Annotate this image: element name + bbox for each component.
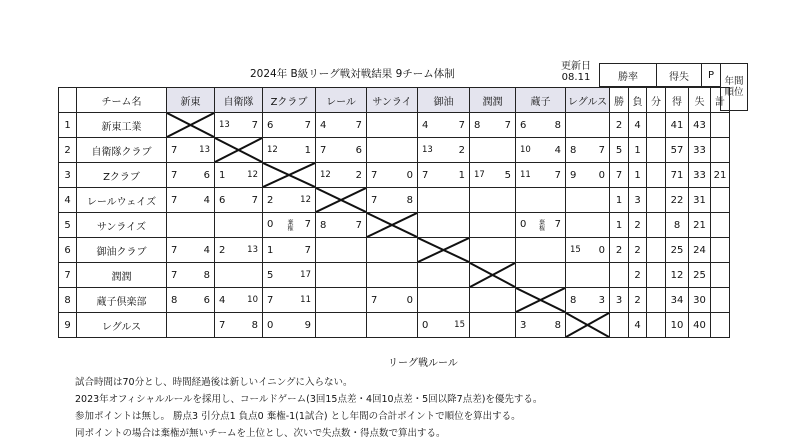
score-against: 8 <box>554 119 561 131</box>
stat-p <box>711 238 730 263</box>
result-cell <box>470 163 516 188</box>
score-for: 12 <box>267 144 278 155</box>
result-cell <box>263 138 316 163</box>
score-against: 8 <box>554 319 561 331</box>
score-for: 0 <box>422 319 429 331</box>
stat-w: 1 <box>610 188 629 213</box>
stat-a: 21 <box>689 213 711 238</box>
table-row <box>59 238 730 263</box>
result-cell <box>566 313 610 338</box>
header-p-total: 計 <box>711 88 730 113</box>
score-against: 1 <box>458 169 465 181</box>
stat-f: 34 <box>666 288 689 313</box>
result-cell <box>566 113 610 138</box>
stat-p <box>711 313 730 338</box>
score-against: 10 <box>247 294 258 305</box>
result-cell <box>418 163 470 188</box>
stat-l: 2 <box>629 213 647 238</box>
score-against: 0 <box>406 169 413 181</box>
rule-line: 試合時間は70分とし、時間経過後は新しいイニングに入らない。 <box>75 377 353 388</box>
result-cell <box>418 138 470 163</box>
result-cell <box>516 188 566 213</box>
result-cell <box>215 113 263 138</box>
result-cell <box>263 188 316 213</box>
stat-f: 57 <box>666 138 689 163</box>
result-cell <box>367 313 418 338</box>
result-cell <box>167 288 215 313</box>
table-row <box>59 138 730 163</box>
result-cell <box>516 238 566 263</box>
result-cell <box>566 238 610 263</box>
stat-f: 10 <box>666 313 689 338</box>
result-cell <box>367 288 418 313</box>
result-cell <box>316 288 367 313</box>
team-name: レグルス <box>77 313 167 338</box>
score-for: 8 <box>570 294 577 306</box>
result-cell <box>367 263 418 288</box>
table-row <box>59 188 730 213</box>
stat-f: 22 <box>666 188 689 213</box>
stat-a: 33 <box>689 138 711 163</box>
points-header: P <box>701 63 721 87</box>
result-cell <box>418 313 470 338</box>
header-opponent: レール <box>316 88 367 113</box>
rule-line: 参加ポイントは無し。 勝点3 引分点1 負点0 棄権-1(1試合) とし年間の合計ポイントで順位を算出する。 <box>75 411 521 422</box>
score-against: 4 <box>203 194 210 206</box>
score-for: 7 <box>320 144 327 156</box>
score-for: 5 <box>267 269 274 281</box>
table-row <box>59 163 730 188</box>
score-for: 4 <box>219 294 226 306</box>
result-cell <box>566 163 610 188</box>
team-name: レールウェイズ <box>77 188 167 213</box>
score-against: 8 <box>251 319 258 331</box>
score-for: 6 <box>520 119 527 131</box>
result-cell <box>516 288 566 313</box>
score-against: 7 <box>504 119 511 131</box>
annual-rank-header: 年間順位 <box>720 63 748 111</box>
result-cell <box>516 263 566 288</box>
result-cell <box>470 188 516 213</box>
result-cell <box>470 138 516 163</box>
row-number: 6 <box>59 238 77 263</box>
score-for: 6 <box>267 119 274 131</box>
stat-w: 3 <box>610 288 629 313</box>
stat-p: 21 <box>711 163 730 188</box>
score-against: 8 <box>406 194 413 206</box>
score-for: 3 <box>520 319 527 331</box>
score-for: 1 <box>267 244 274 256</box>
score-for: 7 <box>371 194 378 206</box>
score-against: 4 <box>203 244 210 256</box>
score-for: 7 <box>422 169 429 181</box>
score-for: 0 <box>520 219 527 230</box>
result-cell <box>316 138 367 163</box>
page-title: 2024年 B級リーグ戦対戦結果 9チーム体制 <box>250 68 455 80</box>
forfeit-mark: 棄権 <box>537 219 545 231</box>
score-for: 4 <box>320 119 327 131</box>
stat-l: 2 <box>629 263 647 288</box>
result-cell <box>316 188 367 213</box>
result-cell <box>566 213 610 238</box>
table-row <box>59 213 730 238</box>
stat-w: 1 <box>610 213 629 238</box>
win-rate-header: 勝率 <box>599 63 657 87</box>
score-for: 10 <box>520 144 531 155</box>
result-cell <box>215 288 263 313</box>
team-name: 新東工業 <box>77 113 167 138</box>
stat-p <box>711 113 730 138</box>
stat-d <box>647 213 666 238</box>
result-cell <box>470 288 516 313</box>
stat-p <box>711 188 730 213</box>
score-against: 2 <box>458 144 465 156</box>
score-for: 13 <box>219 119 230 130</box>
score-against: 1 <box>304 144 311 156</box>
score-for: 0 <box>267 219 274 230</box>
cross-mark <box>516 288 565 312</box>
score-against: 13 <box>247 244 258 255</box>
header-no <box>59 88 77 113</box>
header-winrate-col: 勝 <box>610 88 629 113</box>
cross-mark <box>470 263 515 287</box>
score-for: 12 <box>320 169 331 180</box>
score-against: 17 <box>300 269 311 280</box>
result-cell <box>566 288 610 313</box>
score-against: 7 <box>304 119 311 131</box>
result-cell <box>367 213 418 238</box>
score-for: 7 <box>219 319 226 331</box>
result-cell <box>516 113 566 138</box>
stat-p <box>711 263 730 288</box>
score-against: 8 <box>203 269 210 281</box>
score-against: 7 <box>304 244 311 256</box>
score-for: 7 <box>267 294 274 306</box>
score-against: 6 <box>355 144 362 156</box>
stat-d <box>647 313 666 338</box>
stat-f: 41 <box>666 113 689 138</box>
stat-l: 4 <box>629 113 647 138</box>
result-cell <box>566 188 610 213</box>
result-cell <box>470 113 516 138</box>
result-cell <box>263 213 316 238</box>
result-cell <box>263 238 316 263</box>
result-cell <box>263 163 316 188</box>
stat-f: 25 <box>666 238 689 263</box>
score-against: 3 <box>598 294 605 306</box>
row-number: 1 <box>59 113 77 138</box>
score-for: 7 <box>171 169 178 181</box>
result-cell <box>367 138 418 163</box>
cross-mark <box>367 213 417 237</box>
rule-line: 同ポイントの場合は棄権が無いチームを上位とし、次いで失点数・得点数で算出する。 <box>75 428 446 439</box>
header-opponent: 潤潤 <box>470 88 516 113</box>
result-cell <box>167 213 215 238</box>
table-row <box>59 313 730 338</box>
header-opponent: 御油 <box>418 88 470 113</box>
cross-mark <box>316 188 366 212</box>
result-cell <box>215 138 263 163</box>
score-for: 7 <box>371 169 378 181</box>
score-against: 12 <box>300 194 311 205</box>
result-cell <box>470 213 516 238</box>
score-for: 7 <box>171 194 178 206</box>
header-opponent: 新東 <box>167 88 215 113</box>
score-against: 0 <box>406 294 413 306</box>
result-cell <box>215 163 263 188</box>
result-cell <box>263 313 316 338</box>
rules-caption: リーグ戦ルール <box>388 358 458 369</box>
result-cell <box>215 313 263 338</box>
score-for: 6 <box>219 194 226 206</box>
rules-list <box>75 374 542 442</box>
stat-p <box>711 213 730 238</box>
row-number: 7 <box>59 263 77 288</box>
result-cell <box>418 113 470 138</box>
score-for: 11 <box>520 169 531 180</box>
cross-mark <box>418 238 469 262</box>
stat-a: 24 <box>689 238 711 263</box>
table-row <box>59 288 730 313</box>
stat-w <box>610 313 629 338</box>
score-against: 7 <box>458 119 465 131</box>
result-cell <box>215 188 263 213</box>
score-for: 13 <box>422 144 433 155</box>
result-cell <box>167 238 215 263</box>
stat-f: 8 <box>666 213 689 238</box>
stat-a: 43 <box>689 113 711 138</box>
header-winrate-col: 分 <box>647 88 666 113</box>
score-for: 4 <box>422 119 429 131</box>
result-cell <box>263 288 316 313</box>
table-row <box>59 113 730 138</box>
score-against: 7 <box>251 119 258 131</box>
result-cell <box>215 213 263 238</box>
result-cell <box>167 263 215 288</box>
update-date: 更新日 08.11 <box>561 61 591 83</box>
stat-f: 12 <box>666 263 689 288</box>
result-cell <box>215 263 263 288</box>
result-cell <box>367 188 418 213</box>
stat-d <box>647 113 666 138</box>
result-cell <box>516 313 566 338</box>
score-for: 2 <box>219 244 226 256</box>
result-cell <box>316 238 367 263</box>
result-cell <box>316 313 367 338</box>
header-winrate-col: 負 <box>629 88 647 113</box>
stat-a: 31 <box>689 188 711 213</box>
result-cell <box>367 238 418 263</box>
row-number: 4 <box>59 188 77 213</box>
stat-w: 2 <box>610 113 629 138</box>
team-name: 潤潤 <box>77 263 167 288</box>
score-against: 7 <box>598 144 605 156</box>
header-score-col: 失 <box>689 88 711 113</box>
stat-a: 33 <box>689 163 711 188</box>
score-for: 2 <box>267 194 274 206</box>
score-against: 12 <box>247 169 258 180</box>
result-cell <box>516 213 566 238</box>
header-opponent: Zクラブ <box>263 88 316 113</box>
result-cell <box>167 163 215 188</box>
score-for: 7 <box>171 244 178 256</box>
score-against: 15 <box>454 319 465 330</box>
result-cell <box>316 263 367 288</box>
result-cell <box>516 138 566 163</box>
stat-d <box>647 188 666 213</box>
score-against: 4 <box>554 144 561 156</box>
score-against: 6 <box>203 169 210 181</box>
team-name: Zクラブ <box>77 163 167 188</box>
stat-a: 40 <box>689 313 711 338</box>
score-for: 7 <box>171 269 178 281</box>
result-cell <box>470 238 516 263</box>
result-cell <box>167 113 215 138</box>
score-against: 7 <box>355 219 362 231</box>
result-cell <box>167 188 215 213</box>
score-against: 11 <box>300 294 311 305</box>
score-for: 8 <box>474 119 481 131</box>
result-cell <box>516 163 566 188</box>
table-row <box>59 263 730 288</box>
stat-l: 1 <box>629 163 647 188</box>
team-name: 自衛隊クラブ <box>77 138 167 163</box>
team-name: サンライズ <box>77 213 167 238</box>
cross-mark <box>167 113 214 137</box>
stat-a: 25 <box>689 263 711 288</box>
stat-w <box>610 263 629 288</box>
header-opponent: 自衛隊 <box>215 88 263 113</box>
score-for: 1 <box>219 169 226 181</box>
result-cell <box>566 138 610 163</box>
forfeit-mark: 棄権 <box>286 219 293 231</box>
stat-l: 1 <box>629 138 647 163</box>
team-name: 蔵子倶楽部 <box>77 288 167 313</box>
team-name: 御油クラブ <box>77 238 167 263</box>
row-number: 3 <box>59 163 77 188</box>
result-cell <box>316 163 367 188</box>
row-number: 5 <box>59 213 77 238</box>
score-against: 2 <box>355 169 362 181</box>
score-for: 0 <box>267 319 274 331</box>
score-against: 7 <box>304 219 311 230</box>
score-for: 8 <box>320 219 327 231</box>
result-cell <box>418 188 470 213</box>
score-header: 得失 <box>656 63 702 87</box>
score-against: 7 <box>554 219 561 230</box>
score-against: 13 <box>199 144 210 155</box>
result-cell <box>418 263 470 288</box>
result-cell <box>367 113 418 138</box>
score-against: 7 <box>355 119 362 131</box>
stat-d <box>647 288 666 313</box>
score-against: 7 <box>554 169 561 181</box>
stat-d <box>647 238 666 263</box>
result-cell <box>167 313 215 338</box>
score-against: 0 <box>598 244 605 256</box>
result-cell <box>215 238 263 263</box>
cross-mark <box>566 313 609 337</box>
stat-p <box>711 288 730 313</box>
score-against: 0 <box>598 169 605 181</box>
rule-line: 2023年オフィシャルルールを採用し、コールドゲーム(3回15点差・4回10点差・5回以降7点差)を優先する。 <box>75 394 543 405</box>
results-table <box>58 87 730 338</box>
score-for: 9 <box>570 169 577 181</box>
score-for: 8 <box>570 144 577 156</box>
score-against: 7 <box>251 194 258 206</box>
result-cell <box>470 313 516 338</box>
stat-l: 2 <box>629 238 647 263</box>
header-score-col: 得 <box>666 88 689 113</box>
header-opponent: サンライ <box>367 88 418 113</box>
header-opponent: 蔵子 <box>516 88 566 113</box>
result-cell <box>418 288 470 313</box>
cross-mark <box>263 163 315 187</box>
stat-d <box>647 138 666 163</box>
score-against: 5 <box>504 169 511 181</box>
result-cell <box>418 238 470 263</box>
row-number: 2 <box>59 138 77 163</box>
header-opponent: レグルス <box>566 88 610 113</box>
score-for: 8 <box>171 294 178 306</box>
stat-l: 2 <box>629 288 647 313</box>
score-against: 6 <box>203 294 210 306</box>
score-for: 7 <box>171 144 178 156</box>
row-number: 9 <box>59 313 77 338</box>
stat-l: 3 <box>629 188 647 213</box>
result-cell <box>418 213 470 238</box>
stat-w: 7 <box>610 163 629 188</box>
stat-p <box>711 138 730 163</box>
result-cell <box>167 138 215 163</box>
result-cell <box>316 113 367 138</box>
score-against: 9 <box>304 319 311 331</box>
result-cell <box>263 263 316 288</box>
result-cell <box>367 163 418 188</box>
header-team: チーム名 <box>77 88 167 113</box>
score-for: 15 <box>570 244 581 255</box>
stat-w: 2 <box>610 238 629 263</box>
score-for: 17 <box>474 169 485 180</box>
cross-mark <box>215 138 262 162</box>
stat-l: 4 <box>629 313 647 338</box>
stat-d <box>647 263 666 288</box>
row-number: 8 <box>59 288 77 313</box>
result-cell <box>263 113 316 138</box>
score-for: 7 <box>371 294 378 306</box>
result-cell <box>566 263 610 288</box>
stat-a: 30 <box>689 288 711 313</box>
stat-f: 71 <box>666 163 689 188</box>
stat-w: 5 <box>610 138 629 163</box>
result-cell <box>470 263 516 288</box>
stat-d <box>647 163 666 188</box>
result-cell <box>316 213 367 238</box>
